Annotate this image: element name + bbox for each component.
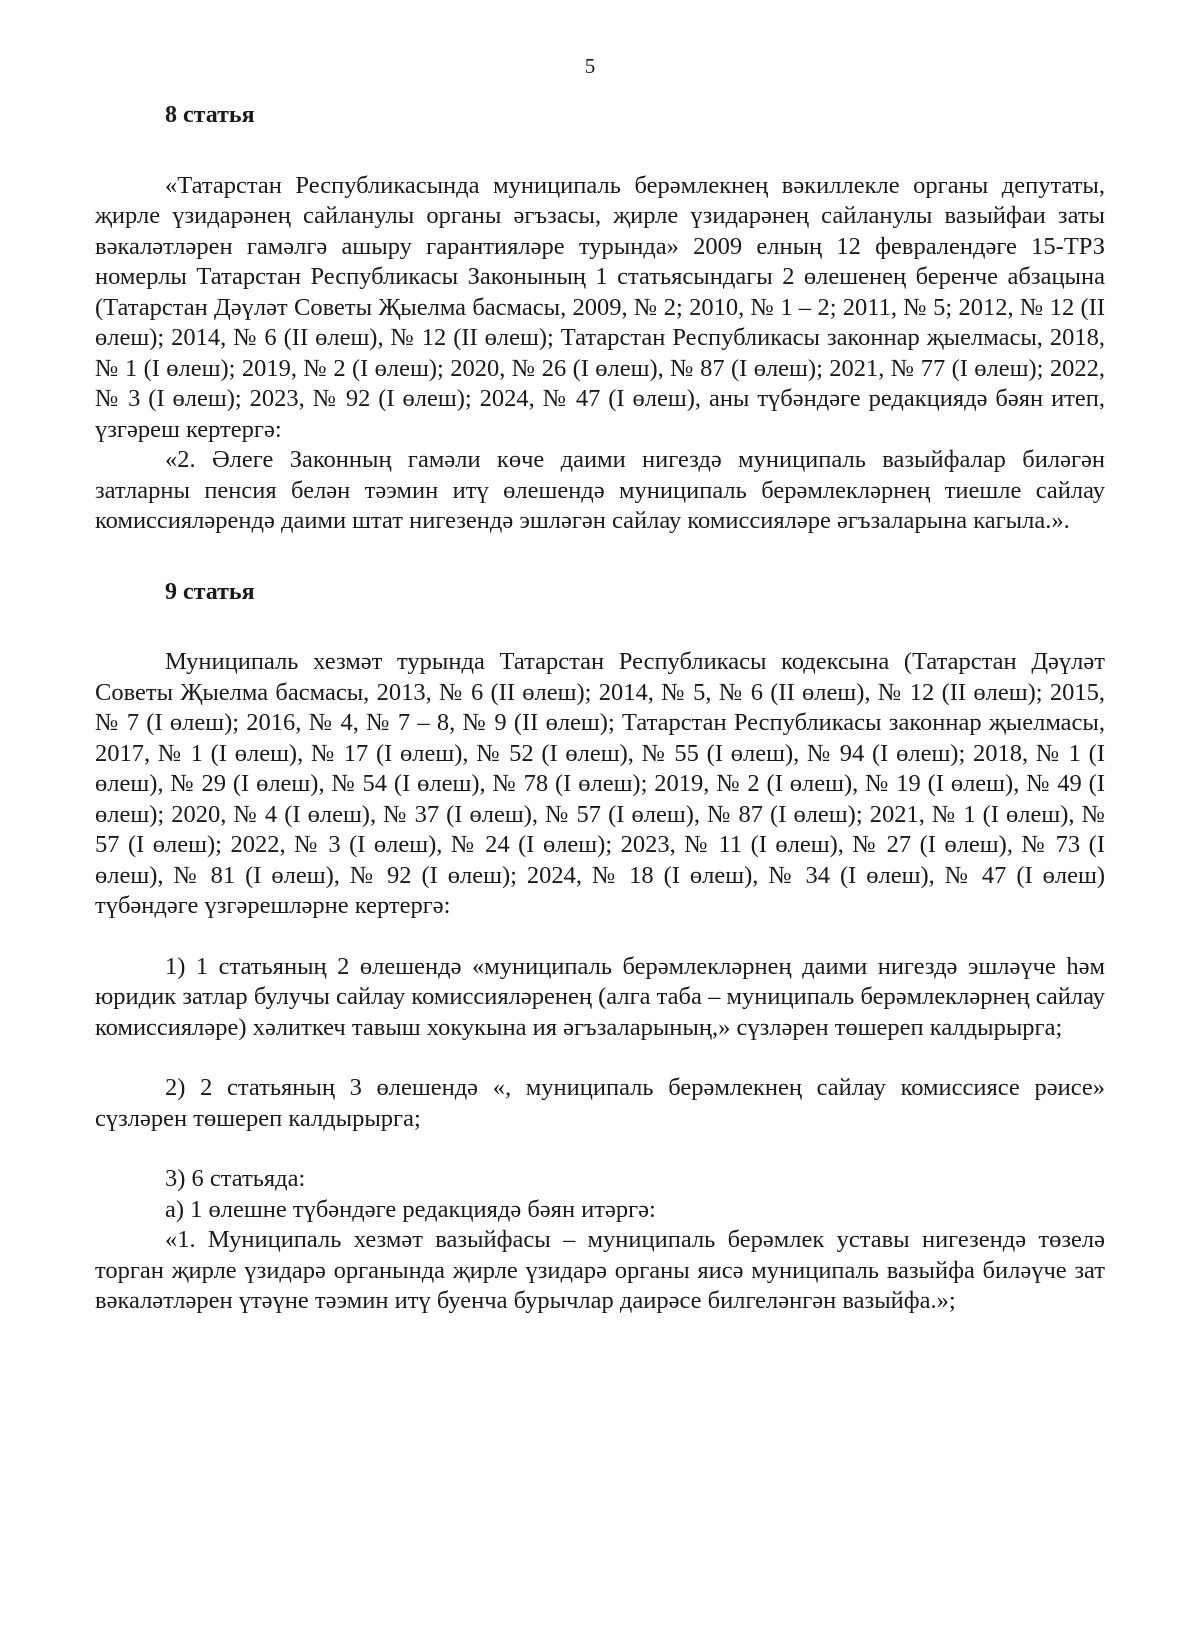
- article-9-intro: Муниципаль хезмәт турында Татарстан Республикасы кодексына (Татарстан Дәүләт Советы Җыелма басмасы, 2013, № 6 (II өлеш); 2014, № 5, № 6 (II өлеш), № 12 (II өлеш); 2015, № 7 (I өлеш); 2016, № 4, № 7 – 8, № 9 (II өлеш); Татарстан Республикасы законнар җыелмасы, 2017, № 1 (I өлеш), № 17 (I өлеш), № 52 (I өлеш), № 55 (I өлеш), № 94 (I өлеш); 2018, № 1 (I өлеш), № 29 (I өлеш), № 54 (I өлеш), № 78 (I өлеш); 2019, № 2 (I өлеш), № 19 (I өлеш), № 49 (I өлеш); 2020, № 4 (I өлеш), № 37 (I өлеш), № 57 (I өлеш), № 87 (I өлеш); 2021, № 1 (I өлеш), № 57 (I өлеш); 2022, № 3 (I өлеш), № 24 (I өлеш); 2023, № 11 (I өлеш), № 27 (I өлеш), № 73 (I өлеш), № 81 (I өлеш), № 92 (I өлеш); 2024, № 18 (I өлеш), № 34 (I өлеш), № 47 (I өлеш) түбәндәге үзгәрешләрне кертергә:: [95, 648, 1105, 919]
- article-8-intro: «Татарстан Республикасында муниципаль берәмлекнең вәкиллекле органы депутаты, җирле үзидарәнең сайланулы органы әгъзасы, җирле үзидарәнең сайланулы вазыйфаи заты вәкаләтләрен гамәлгә ашыру гарантияләре турында» 2009 елның 12 февралендәге 15-ТРЗ номерлы Татарстан Республикасы Законының 1 статьясындагы 2 өлешенең беренче абзацына (Татарстан Дәүләт Советы Җыелма басмасы, 2009, № 2; 2010, № 1 – 2; 2011, № 5; 2012, № 12 (II өлеш); 2014, № 6 (II өлеш), № 12 (II өлеш); Татарстан Республикасы законнар җыелмасы, 2018, № 1 (I өлеш); 2019, № 2 (I өлеш); 2020, № 26 (I өлеш), № 87 (I өлеш); 2021, № 77 (I өлеш); 2022, № 3 (I өлеш); 2023, № 92 (I өлеш); 2024, № 47 (I өлеш), аны түбәндәге редакциядә бәян итеп, үзгәреш кертергә:: [95, 171, 1105, 443]
- article-9-item-3: 3) 6 статьяда:: [165, 1165, 306, 1192]
- article-9-heading: 9 статья: [165, 578, 255, 605]
- article-8-heading: 8 статья: [165, 102, 255, 128]
- article-9-item-3a-quote: «1. Муниципаль хезмәт вазыйфасы – муниципаль берәмлек уставы нигезендә төзелә торган җирле үзидарә органында җирле үзидарә органы яисә муниципаль вазыйфа биләүче зат вәкаләтләрен үтәүне тәэмин итү буенча бурычлар даирәсе билгеләнгән вазыйфа.»;: [95, 1226, 1105, 1314]
- article-9-item-3a: а) 1 өлешне түбәндәге редакциядә бәян итәргә:: [165, 1195, 656, 1223]
- document-body: [95, 100, 1105, 1317]
- article-9-item-1: 1) 1 статьяның 2 өлешендә «муниципаль берәмлекләрнең даими нигездә эшләүче һәм юридик затлар булучы сайлау комиссияләренең (алга таба – муниципаль берәмлекләрнең сайлау комиссияләре) хәлиткеч тавыш хокукына ия әгъзаларының,» сүзләрен төшереп калдырырга;: [95, 952, 1105, 1041]
- article-9-item-2: 2) 2 статьяның 3 өлешендә «, муниципаль берәмлекнең сайлау комиссиясе рәисе» сүзләрен төшереп калдырырга;: [95, 1074, 1105, 1132]
- page-number: 5: [584, 54, 596, 78]
- article-8-quote: «2. Әлеге Законның гамәли көче даими нигездә муниципаль вазыйфалар биләгән затларны пенсия белән тәэмин итү өлешендә муниципаль берәмлекләрнең тиешле сайлау комиссияләрендә даими штат нигезендә эшләгән сайлау комиссияләре әгъзаларына кагыла.».: [95, 446, 1105, 534]
